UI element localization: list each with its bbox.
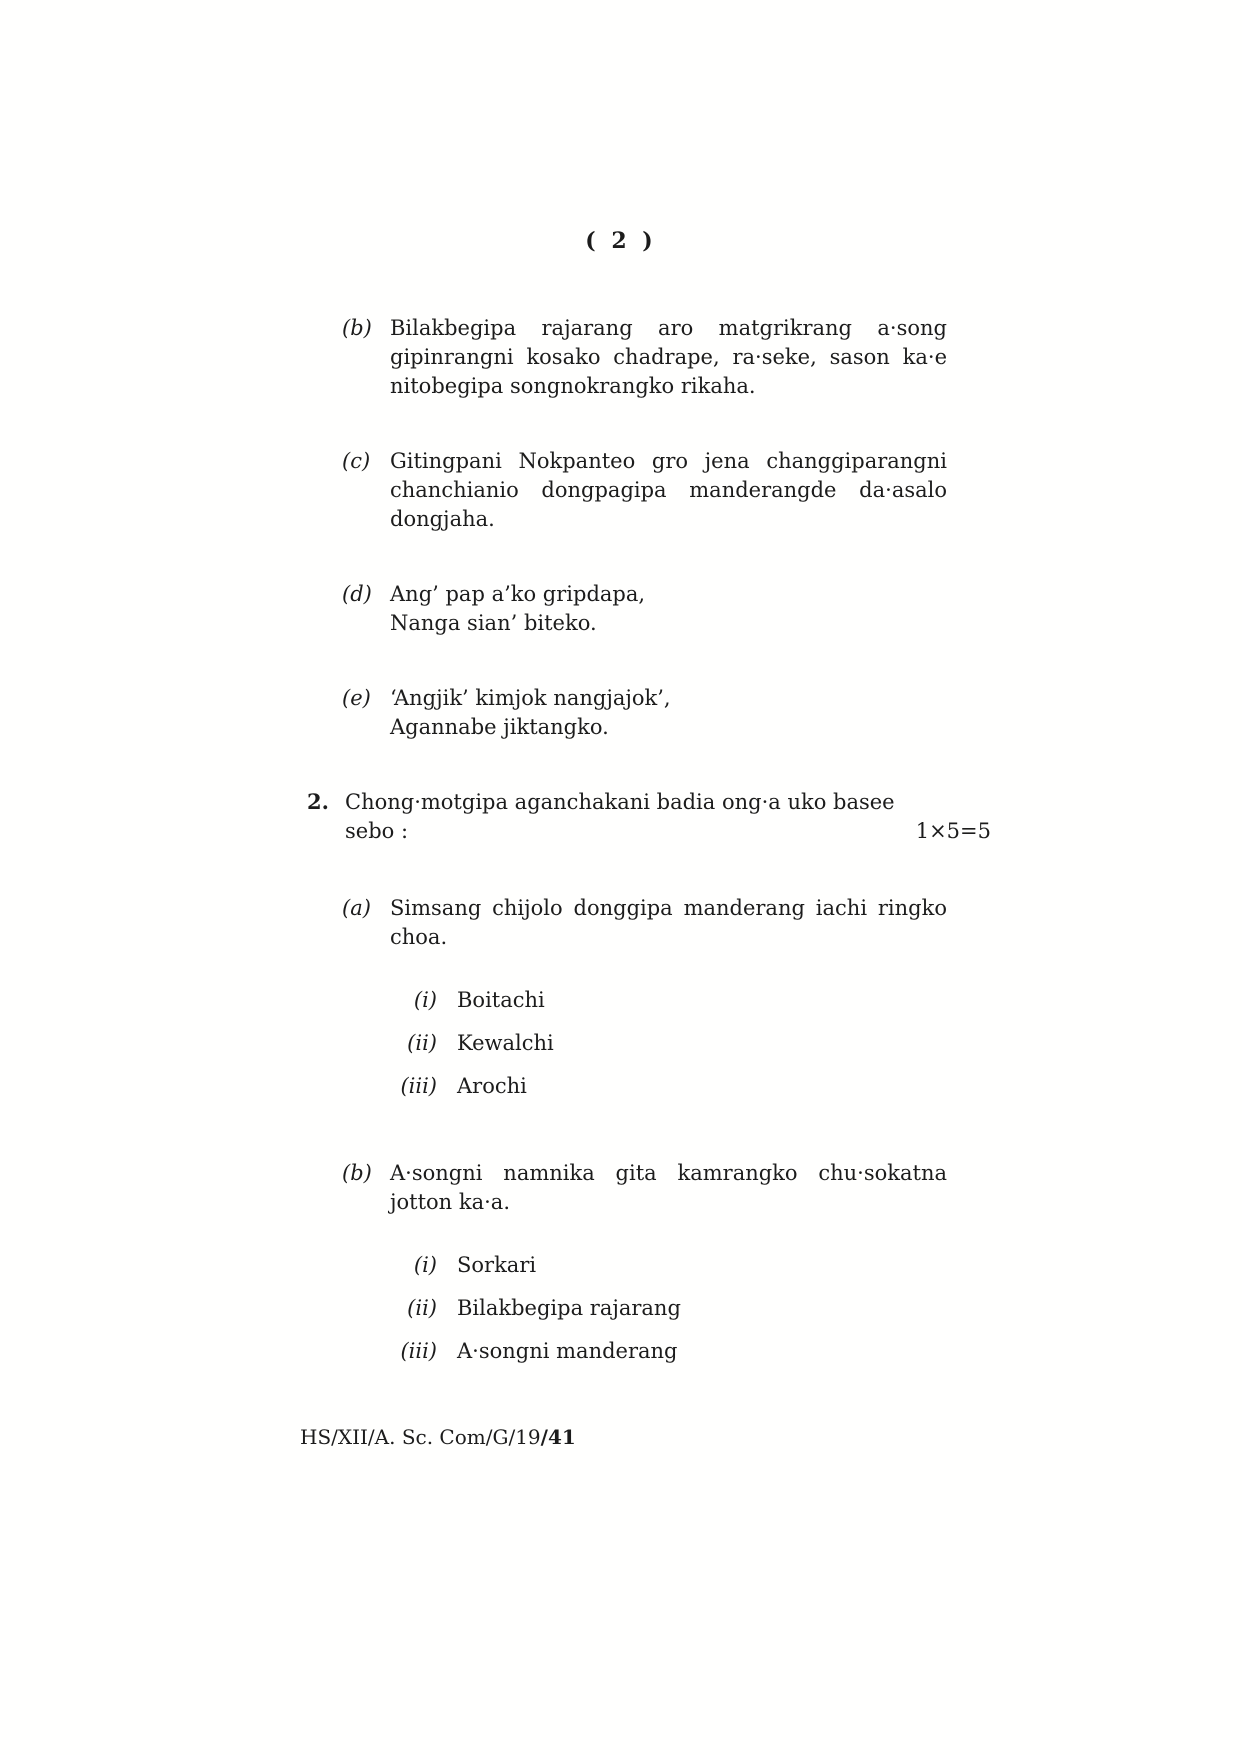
- option-numeral: (i): [413, 987, 437, 1012]
- option-item: [390, 1337, 947, 1366]
- option-numeral: (iii): [400, 1338, 437, 1363]
- page-footer: [300, 1424, 1242, 1452]
- option-numeral: (iii): [400, 1073, 437, 1098]
- option-text: Sorkari: [457, 1252, 537, 1277]
- option-item: [390, 986, 947, 1015]
- footer-code-bold: /41: [540, 1424, 576, 1449]
- question-line1: Chong·motgipa aganchakani badia ong·a uko basee: [345, 790, 895, 815]
- footer-code: HS/XII/A. Sc. Com/G/19: [300, 1424, 541, 1449]
- option-text: Kewalchi: [457, 1030, 554, 1055]
- option-text: Arochi: [457, 1073, 527, 1098]
- option-text: Bilakbegipa rajarang: [457, 1295, 681, 1320]
- part-label: (a): [342, 895, 371, 920]
- question-2-part-a: [342, 894, 947, 1115]
- page-content: [307, 314, 991, 1379]
- option-numeral: (ii): [407, 1030, 437, 1055]
- part-text: A·songni namnika gita kamrangko chu·sokatna jotton ka·a.: [390, 1160, 947, 1214]
- item-text: Bilakbegipa rajarang aro matgrikrang a·song gipinrangni kosako chadrape, ra·seke, sason ka·e nitobegipa songnokrangko rikaha.: [390, 316, 947, 399]
- item-text: [390, 580, 947, 638]
- item-label: (d): [342, 582, 372, 607]
- question-2: [307, 788, 991, 846]
- list-item-b: [342, 314, 947, 401]
- question-line2-row: [345, 817, 991, 846]
- option-text: A·songni manderang: [457, 1338, 678, 1363]
- part-body: [390, 894, 947, 1115]
- question-text: [345, 788, 991, 846]
- options-list: [390, 1251, 947, 1366]
- question-number: 2.: [307, 789, 329, 815]
- list-item-e: [342, 684, 947, 742]
- item-label: (b): [342, 316, 372, 341]
- part-body: [390, 1159, 947, 1380]
- marks-value: 1×5=5: [915, 819, 991, 844]
- list-item-d: [342, 580, 947, 638]
- verse-line: Ang’ pap a’ko gripdapa,: [390, 582, 646, 607]
- item-label: (c): [342, 449, 371, 474]
- part-label: (b): [342, 1160, 372, 1185]
- verse-line: Agannabe jiktangko.: [390, 715, 609, 740]
- verse-line: Nanga sian’ biteko.: [390, 611, 597, 636]
- question-line2: sebo :: [345, 819, 409, 844]
- page-number: ( 2 ): [585, 228, 657, 254]
- item-text: [390, 684, 947, 742]
- option-numeral: (i): [413, 1252, 437, 1277]
- part-text: Simsang chijolo donggipa manderang iachi ringko choa.: [390, 895, 947, 949]
- option-numeral: (ii): [407, 1295, 437, 1320]
- options-list: [390, 986, 947, 1101]
- option-item: [390, 1251, 947, 1280]
- option-item: [390, 1072, 947, 1101]
- option-item: [390, 1029, 947, 1058]
- question-2-part-b: [342, 1159, 947, 1380]
- verse-line: ‘Angjik’ kimjok nangjajok’,: [390, 686, 671, 711]
- option-item: [390, 1294, 947, 1323]
- option-text: Boitachi: [457, 987, 545, 1012]
- list-item-c: [342, 447, 947, 534]
- item-label: (e): [342, 686, 371, 711]
- item-text: Gitingpani Nokpanteo gro jena changgiparangni chanchianio dongpagipa manderangde da·asalo dongjaha.: [390, 449, 947, 532]
